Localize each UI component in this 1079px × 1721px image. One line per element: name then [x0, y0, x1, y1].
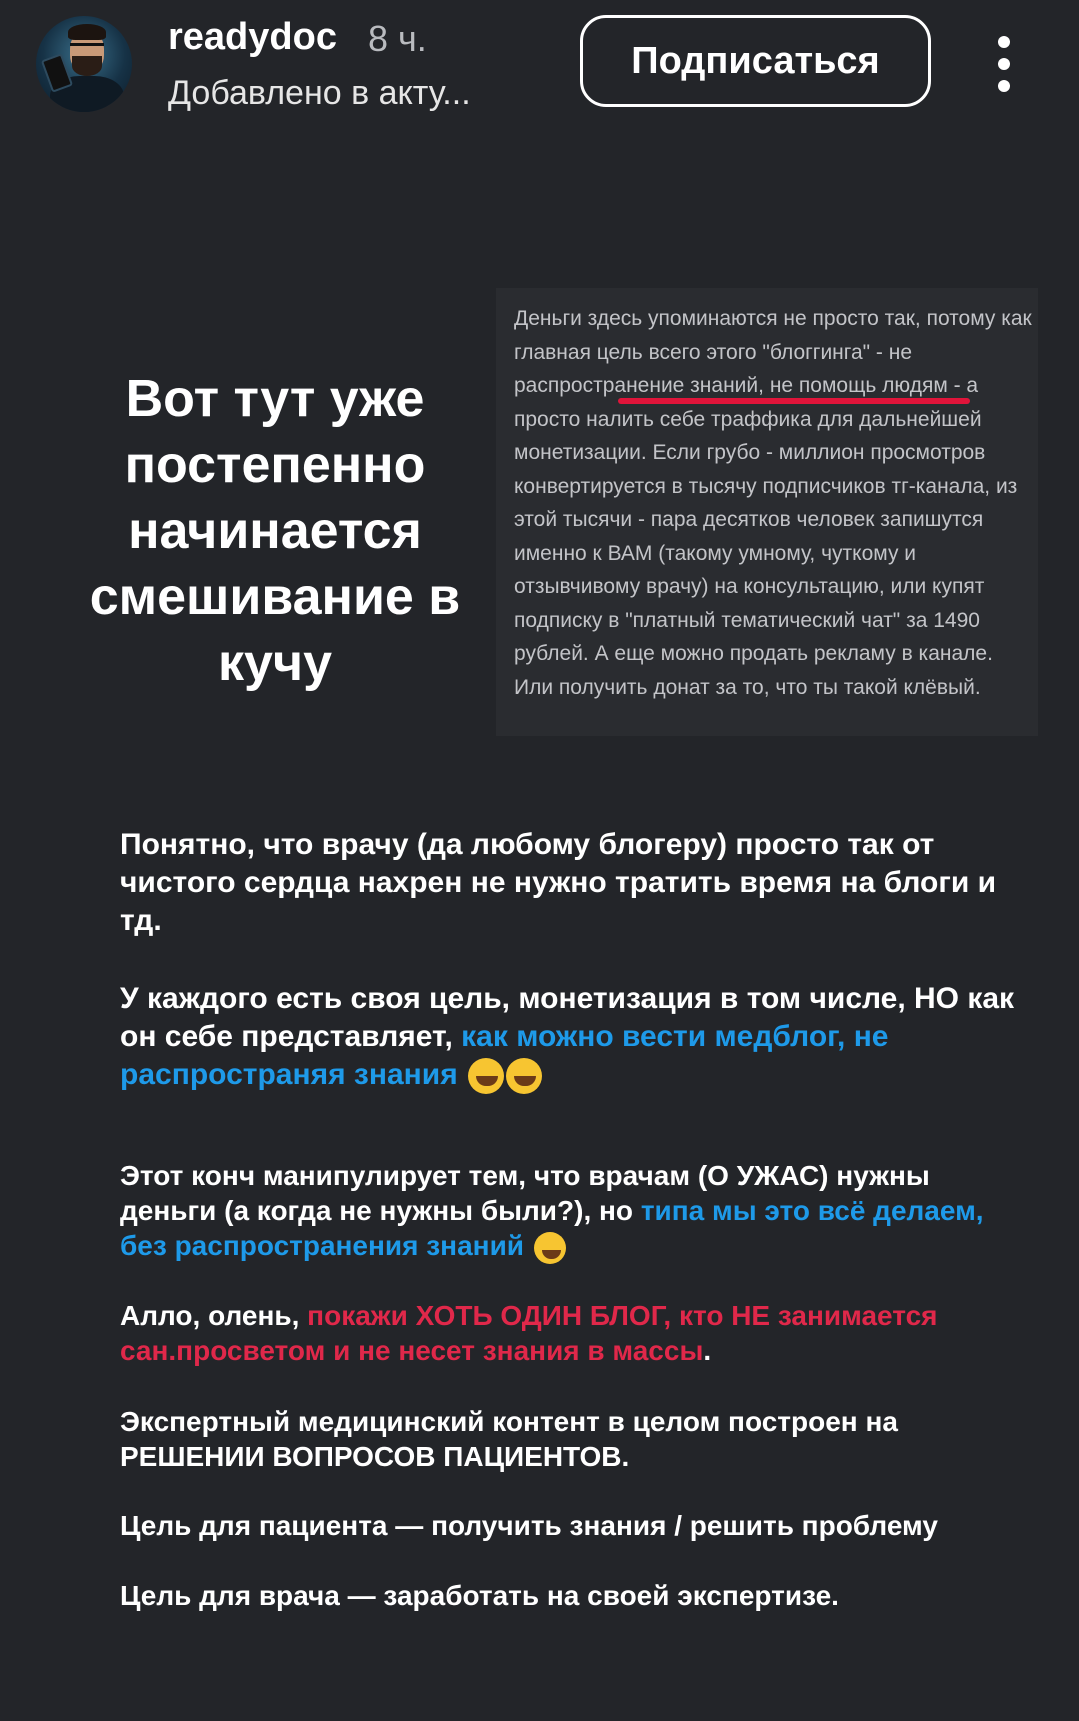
follow-button[interactable]: Подписаться [580, 15, 931, 107]
post-time: 8 ч. [368, 18, 427, 59]
paragraph-4-end: . [703, 1335, 712, 1366]
paragraph-4 [120, 1298, 1020, 1368]
username[interactable]: readydoc [168, 16, 337, 58]
tears-of-joy-emoji [468, 1058, 504, 1094]
paragraph-2-highlight: как можно вести медблог, не распространяя знания [120, 1020, 889, 1091]
tears-of-joy-emoji [534, 1232, 566, 1264]
paragraph-2-text: У каждого есть своя цель, монетизация в том числе, НО как он себе представляет, [120, 982, 1015, 1053]
paragraph-3-highlight: типа мы это всё делаем, без распространения знаний [120, 1195, 984, 1261]
paragraph-7: Цель для врача — заработать на своей экспертизе. [120, 1580, 839, 1611]
paragraph-1: Понятно, что врачу (да любому блогеру) просто так от чистого сердца нахрен не нужно тратить время на блоги и тд. [120, 828, 997, 937]
paragraph-4-highlight: покажи ХОТЬ ОДИН БЛОГ, кто НЕ занимается сан.просветом и не несет знания в массы [120, 1300, 938, 1366]
red-underline-mark [618, 398, 970, 404]
avatar[interactable] [36, 16, 132, 112]
paragraph-4-text: Алло, олень, [120, 1300, 308, 1331]
quote-text: Деньги здесь упоминаются не просто так, потому как главная цель всего этого "блоггинга" - не распространение знаний, не помощь людям - а просто налить себе траффика для дальнейшей монетизации. Если грубо - миллион просмотров конвертируется в тысячу подписчиков тг-канала, из этой тысячи - пара десятков человек запишутся именно к ВАМ (такому умному, чуткому и отзывчивому врачу) на консультацию, или купят подписку в "платный тематический чат" за 1490 рублей. А еще можно продать рекламу в канале. Или получить донат за то, что ты такой клёвый. [514, 307, 1032, 699]
melting-face-emoji [506, 1058, 542, 1094]
paragraph-3-text: Этот конч манипулирует тем, что врачам (О УЖАС) нужны деньги (а когда не нужны были?), но [120, 1160, 930, 1226]
highlight-subtitle[interactable]: Добавлено в акту... [168, 74, 471, 112]
paragraph-5: Экспертный медицинский контент в целом построен на РЕШЕНИИ ВОПРОСОВ ПАЦИЕНТОВ. [120, 1406, 898, 1472]
paragraph-3 [120, 1158, 1020, 1264]
more-vertical-icon[interactable] [992, 36, 1016, 92]
story-header [0, 0, 1079, 140]
quote-heading: Вот тут уже постепенно начинается смешивание в кучу [89, 370, 461, 692]
paragraph-2 [120, 980, 1020, 1094]
paragraph-6: Цель для пациента — получить знания / решить проблему [120, 1510, 938, 1541]
